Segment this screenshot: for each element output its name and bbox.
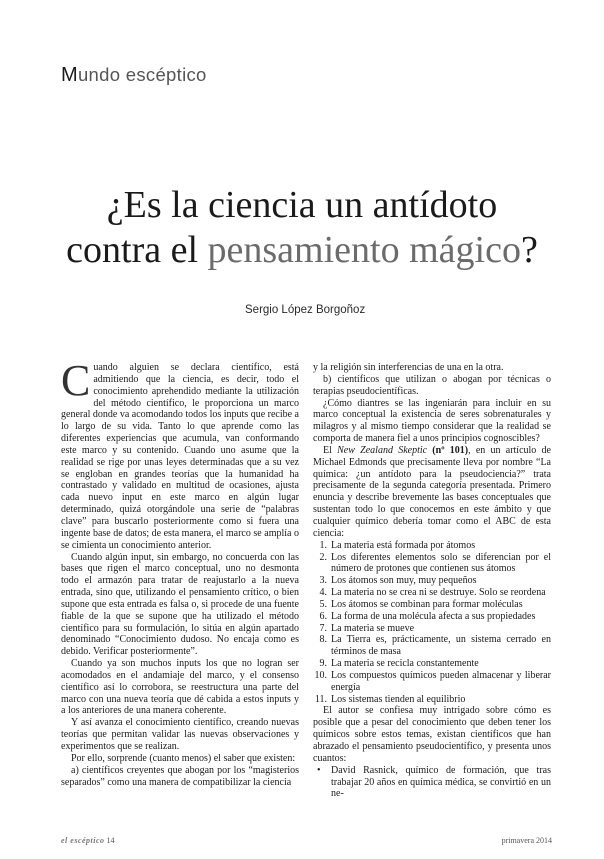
left-column xyxy=(61,356,299,788)
list-item xyxy=(313,670,551,694)
title-line-2 xyxy=(20,228,584,273)
list-item xyxy=(313,587,551,599)
title-line-1: ¿Es la ciencia un antídoto xyxy=(106,184,498,226)
list-item-text: La Tierra es, prácticamente, un sistema cerrado en términos de masa xyxy=(331,634,551,658)
drop-cap: C xyxy=(61,356,91,405)
list-item-text: Los átomos se combinan para formar moléculas xyxy=(331,598,523,610)
list-item-text: Los diferentes elementos solo se diferencian por el número de protones que contienen sus átomos xyxy=(331,551,551,575)
list-item-text: Los átomos son muy, muy pequeños xyxy=(331,575,477,587)
paragraph-r4 xyxy=(313,445,551,540)
list-item-text: La forma de una molécula afecta a sus propiedades xyxy=(331,610,536,622)
paragraph-r5: El autor se confiesa muy intrigado sobre cómo es posible que a pesar del conocimiento que deben tener los químicos sobre estos temas, existan científicos que han abrazado el pensamiento pseudocientífico, y presenta unos cuantos: xyxy=(313,705,551,764)
list-number: 2. xyxy=(319,551,327,563)
list-number: 6. xyxy=(319,610,327,622)
paragraph-1-text: uando alguien se declara científico, está admitiendo que la ciencia, es decir, todo el conocimiento aprehendido mediante la utilización del método científico, le proporciona un marco general donde va acomodando todos los inputs que recibe a lo largo de su vida. Tanto lo que aprende como las diferentes experiencias que acumula, van conformando este marco y su contenido. Cuando uno asume que la realidad se rige por unas leyes determinadas que a su vez se engloban en grandes teorías que la humanidad ha contrastado y validado en multitud de ocasiones, ajusta cada nuevo input en este marco en algún lugar determinado, quizá otorgándole una serie de “palabras clave” para buscarlo posteriormente como si fuera una ingente base de datos; de esta manera, el marco se amplía o se cimienta un conocimiento anterior. xyxy=(61,362,299,551)
article-title xyxy=(20,183,584,273)
paragraph-r1: y la religión sin interferencias de una en la otra. xyxy=(313,362,504,373)
journal-name: New Zealand Skeptic xyxy=(337,444,428,456)
section-rest: undo escéptico xyxy=(77,64,207,85)
page-number: 14 xyxy=(106,836,115,845)
list-item xyxy=(313,575,551,587)
paragraph-4: Y así avanza el conocimiento científico, creando nuevas teorías que permitan validar las nuevas observaciones y experimentos que se realizan. xyxy=(61,717,299,752)
paragraph-1 xyxy=(61,356,299,552)
scientist-list xyxy=(313,765,551,801)
footer-season: primavera 2014 xyxy=(501,836,552,845)
list-item-text: La materia se recicla constantemente xyxy=(331,658,479,670)
article-author: Sergio López Borgoñoz xyxy=(245,304,366,316)
list-item xyxy=(313,634,551,658)
list-item xyxy=(313,552,551,576)
list-item xyxy=(313,540,551,552)
issue-number: (nº 101) xyxy=(427,444,469,456)
list-item-text: Los compuestos químicos pueden almacenar y liberar energía xyxy=(331,669,551,693)
list-number: 10. xyxy=(314,669,327,681)
list-item-text: David Rasnick, químico de formación, que tras trabajar 20 años en química médica, se convirtió en un ne- xyxy=(331,764,551,800)
list-item xyxy=(313,694,551,706)
list-number: 4. xyxy=(319,587,327,599)
list-item xyxy=(313,599,551,611)
magazine-name: el escéptico xyxy=(61,836,105,845)
list-number: 5. xyxy=(319,598,327,610)
list-number: 1. xyxy=(319,539,327,551)
title-line-2-post: ? xyxy=(520,229,538,271)
list-item xyxy=(313,765,551,801)
paragraph-3: Cuando ya son muchos inputs los que no logran ser acomodados en el andamiaje del marco, y el consenso científico así lo corrobora, se reestructura una parte del marco con una nueva teoría que dé cabida a estos inputs y a los anteriores de una manera coherente. xyxy=(61,658,299,717)
concept-list xyxy=(313,540,551,706)
paragraph-r3: ¿Cómo diantres se las ingeniarán para incluir en su marco conceptual la existencia de seres sobrenaturales y milagros y al mismo tiempo considerar que la realidad se comporta de manera fiel a unos principios cognoscibles? xyxy=(313,397,551,445)
list-number: 3. xyxy=(319,575,327,587)
section-heading xyxy=(61,64,207,87)
bullet-icon: • xyxy=(317,764,321,776)
list-number: 9. xyxy=(319,658,327,670)
section-first-letter: M xyxy=(61,64,78,86)
paragraph-6: a) científicos creyentes que abogan por los “magisterios separados” como una manera de compatibilizar la ciencia xyxy=(61,764,299,788)
p4-pre: El xyxy=(323,444,338,456)
p4-post: , en un artículo de Michael Edmonds que precisamente lleva por nombre “La química: ¿un antídoto para la pseudociencia?” trata precisamente de la segunda categoría presentada. Primero enuncia y describe brevemente las bases conceptuales que sustentan todo lo que conocemos en este ámbito y que cualquier químico debería tomar como el ABC de esta ciencia: xyxy=(313,444,551,539)
list-item-text: Los sistemas tienden al equilibrio xyxy=(331,693,466,705)
list-item xyxy=(313,611,551,623)
list-item xyxy=(313,658,551,670)
list-item-text: La materia no se crea ni se destruye. Solo se reordena xyxy=(331,587,546,599)
list-number: 8. xyxy=(319,634,327,646)
footer-left xyxy=(61,836,115,845)
list-item-text: La materia está formada por átomos xyxy=(331,539,476,551)
paragraph-5: Por ello, sorprende (cuanto menos) el saber que existen: xyxy=(71,752,296,764)
title-accent: pensamiento mágico xyxy=(207,229,521,271)
title-line-2-pre: contra el xyxy=(66,229,208,271)
list-number: 7. xyxy=(319,622,327,634)
right-column xyxy=(313,362,551,800)
list-number: 11. xyxy=(314,693,327,705)
paragraph-r2: b) científicos que utilizan o abogan por técnicas o terapias pseudocientíficas. xyxy=(313,373,551,397)
paragraph-2: Cuando algún input, sin embargo, no concuerda con las bases que rigen el marco conceptual, uno no desmonta todo el armazón para tratar de reajustarlo a la nueva entrada, sino que, utilizando el pensamiento crítico, o bien supone que esta entrada es falsa o, si procede de una fuente fiable de la que se supone que ha utilizado el método científico para su formulación, lo sitúa en algún apartado denominado “Conocimiento dudoso. No encaja como es debido. Verificar posteriormente”. xyxy=(61,551,299,658)
list-item-text: La materia se mueve xyxy=(331,622,415,634)
list-item xyxy=(313,623,551,635)
